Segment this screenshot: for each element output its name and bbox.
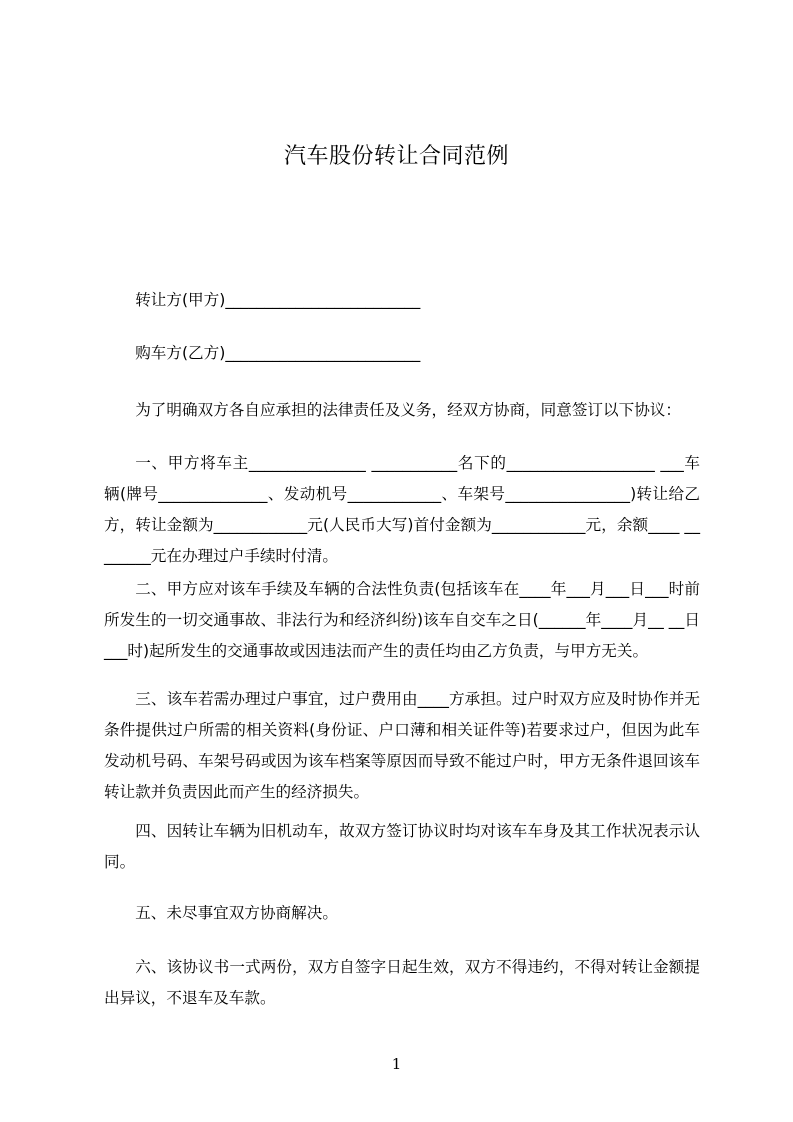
clause-2-paragraph: 二、甲方应对该车手续及车辆的合法性负责(包括该车在____年___月___日___时前所发生的一切交通事故、非法行为和经济纠纷)该车自交车之日(______年____月__ __日___时)起所发生的交通事故或因违法而产生的责任均由乙方负责，与甲方无关。 — [104, 580, 700, 660]
document-title: 汽车股份转让合同范例 — [283, 144, 509, 169]
purchaser-line: 购车方(乙方)_________________________ — [135, 344, 421, 362]
clause-5-paragraph: 五、未尽事宜双方协商解决。 — [135, 904, 338, 922]
transferor-line: 转让方(甲方)_________________________ — [135, 291, 421, 309]
clause-3-paragraph: 三、该车若需办理过户事宜，过户费用由____方承担。过户时双方应及时协作并无条件提供过户所需的相关资料(身份证、户口薄和相关证件等)若要求过户，但因为此车发动机号码、车架号码或因为该车档案等原因而导致不能过户时，甲方无条件退回该车转让款并负责因此而产生的经济损失。 — [104, 690, 700, 801]
clause-1-paragraph: 一、甲方将车主_______________ ___________名下的___________________ ___车辆(牌号______________、发动机号____________、车架号________________)转让给乙方，转让金额为____________元(人民币大写)首付金额为____________元，余额____ ________元在办理过户手续时付清。 — [104, 454, 700, 565]
clause-6-paragraph: 六、该协议书一式两份，双方自签字日起生效，双方不得违约，不得对转让金额提出异议，不退车及车款。 — [104, 958, 700, 1007]
clause-4-paragraph: 四、因转让车辆为旧机动车，故双方签订协议时均对该车车身及其工作状况表示认同。 — [104, 822, 700, 871]
preamble-paragraph: 为了明确双方各自应承担的法律责任及义务，经双方协商，同意签订以下协议： — [135, 401, 681, 419]
page-number: 1 — [391, 1055, 402, 1073]
